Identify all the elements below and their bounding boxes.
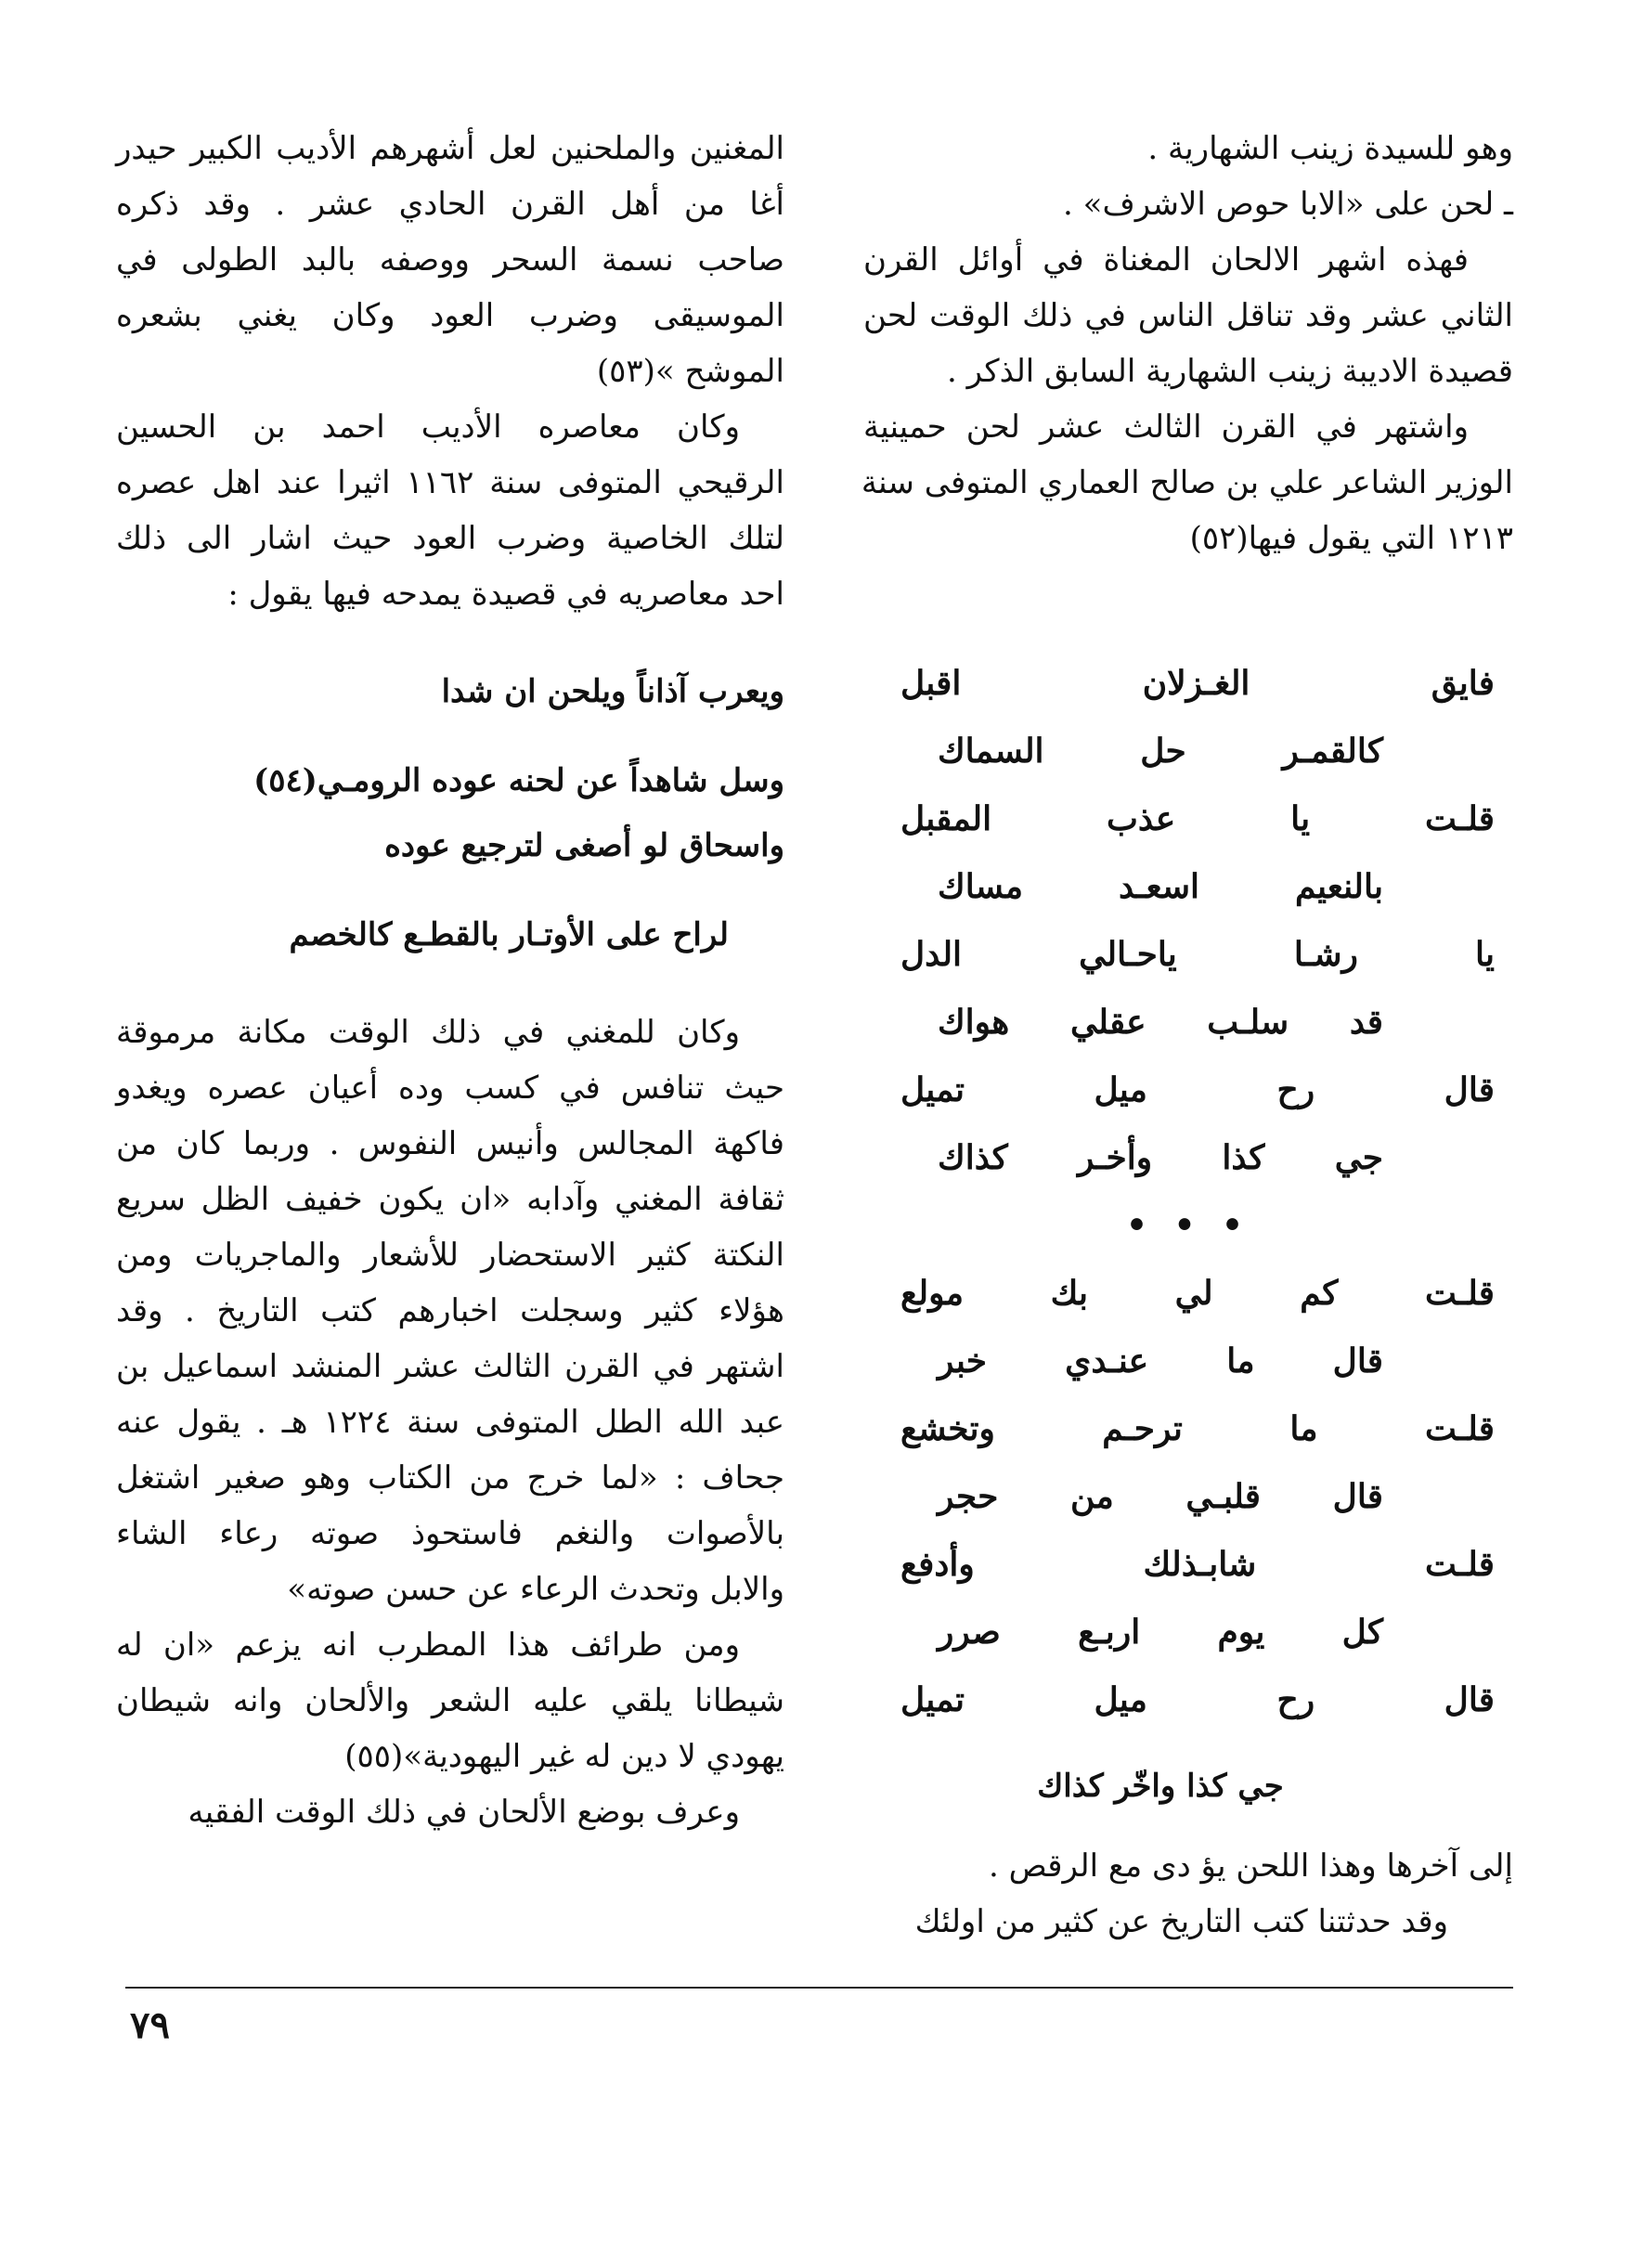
verse-line xyxy=(900,1531,1495,1599)
verse-word: قلبـي xyxy=(1185,1477,1261,1516)
verse-line xyxy=(900,1395,1495,1463)
verse-word: يوم xyxy=(1217,1613,1265,1652)
left-para3-line: هؤلاء كثير وسجلت اخبارهم كتب التاريخ . وقد xyxy=(116,1292,784,1329)
verse-word: اقبل xyxy=(900,664,962,703)
verse-word: عقلي xyxy=(1069,1003,1146,1042)
verse-word: ما xyxy=(1289,1409,1318,1448)
verse-word: قلـت xyxy=(1424,1409,1495,1448)
left-para1-line: أغا من أهل القرن الحادي عشر . وقد ذكره xyxy=(116,186,784,223)
left-para3-line: حيث تنافس في كسب وده أعيان عصره ويغدو xyxy=(116,1069,784,1107)
left-para2-line: وكان معاصره الأديب احمد بن الحسين xyxy=(116,408,740,446)
verse-word: رح xyxy=(1276,1070,1315,1109)
verse-word: عذب xyxy=(1107,799,1176,838)
verse-word: شابـذلك xyxy=(1143,1545,1257,1584)
closing-line: إلى آخرها وهذا اللحن يؤ دى مع الرقص . xyxy=(988,1847,1513,1885)
verse-end: جي كذا واخّر كذاك xyxy=(1037,1768,1284,1805)
verse-word: ترحـم xyxy=(1102,1409,1183,1448)
right-para1-line: الثاني عشر وقد تناقل الناس في ذلك الوقت لحن xyxy=(863,297,1513,334)
closing-line: وقد حدثتنا كتب التاريخ عن كثير من اولئك xyxy=(914,1903,1448,1940)
right-para2-line: ١٢١٣ التي يقول فيها(٥٢) xyxy=(1189,520,1513,557)
right-para2-line: الوزير الشاعر علي بن صالح العماري المتوفى سنة xyxy=(861,464,1513,501)
right-column xyxy=(863,121,1513,566)
left-para4-line: شيطانا يلقي عليه الشعر والألحان وانه شيطان xyxy=(116,1682,784,1719)
verse-word: الغـزلان xyxy=(1142,664,1250,703)
verse-line xyxy=(938,989,1383,1056)
right-intro-line: ـ لحن على «الابا حوص الاشرف» . xyxy=(1063,186,1513,223)
verse-line xyxy=(900,1260,1495,1328)
verse-line xyxy=(863,1192,1513,1260)
left-para3-line: جحاف : «لما خرج من الكتاب وهو صغير اشتغل xyxy=(116,1459,784,1497)
verse-line xyxy=(900,1666,1495,1734)
verse-word: اربـع xyxy=(1078,1613,1141,1652)
verse-word: بك xyxy=(1050,1274,1088,1313)
verse-word: حجر xyxy=(938,1477,999,1516)
left-para2-line: لتلك الخاصية وضرب العود حيث اشار الى ذلك xyxy=(116,520,784,557)
footer-rule xyxy=(125,1987,1513,1989)
verse-word: كالقمـر xyxy=(1282,732,1383,771)
right-para2-line: واشتهر في القرن الثالث عشر لحن حمينية xyxy=(863,408,1469,446)
verse-word: اسعـد xyxy=(1119,867,1200,906)
verse-word: يا xyxy=(1475,935,1495,974)
left-para4-line: يهودي لا دين له غير اليهودية»(٥٥) xyxy=(344,1738,784,1775)
verse-word: كل xyxy=(1341,1613,1383,1652)
left-para1-line: الموشح »(٥٣) xyxy=(596,353,784,390)
verse-word: رح xyxy=(1276,1680,1315,1719)
verse-word: لي xyxy=(1174,1274,1213,1313)
verse-block xyxy=(863,650,1513,1950)
verse-word: قد xyxy=(1349,1003,1383,1042)
verse-word: هواك xyxy=(938,1003,1010,1042)
verse-word: ما xyxy=(1226,1341,1255,1380)
verse-word: عنـدي xyxy=(1065,1341,1149,1380)
left-para3-line: ثقافة المغني وآدابه «ان يكون خفيف الظل سريع xyxy=(116,1181,784,1218)
verse-line xyxy=(938,1599,1383,1666)
verse-word: السماك xyxy=(938,732,1044,771)
verse-line xyxy=(900,921,1495,989)
verse-word: ميل xyxy=(1094,1070,1147,1109)
verse-word: رشـا xyxy=(1293,935,1358,974)
poem-line: واسحاق لو أصغى لترجيع عوده xyxy=(384,827,784,864)
verse-word: كم xyxy=(1300,1274,1339,1313)
verse-word: جي xyxy=(1334,1138,1383,1177)
page-number: ٧٩ xyxy=(130,2003,170,2047)
right-para1-line: قصيدة الاديبة زينب الشهارية السابق الذكر . xyxy=(947,353,1513,390)
verse-word: ميل xyxy=(1094,1680,1147,1719)
verse-word: قلـت xyxy=(1424,1545,1495,1584)
left-para3-line: اشتهر في القرن الثالث عشر المنشد اسماعيل بن xyxy=(116,1348,784,1385)
verse-word: المقبل xyxy=(900,799,992,838)
left-para3-line: النكتة كثير الاستحضار للأشعار والماجريات ومن xyxy=(116,1237,784,1274)
verse-word: وأخـر xyxy=(1078,1138,1153,1177)
verse-word: فايق xyxy=(1431,664,1495,703)
left-para2-line: الرقيحي المتوفى سنة ١١٦٢ اثيرا عند اهل عصره xyxy=(116,464,784,501)
left-para3-line: والابل وتحدث الرعاء عن حسن صوته» xyxy=(287,1571,784,1608)
verse-word: قال xyxy=(1332,1477,1383,1516)
left-para5-line: وعرف بوضع الألحان في ذلك الوقت الفقيه xyxy=(188,1794,740,1831)
verse-line xyxy=(938,1463,1383,1531)
verse-word: مساك xyxy=(938,867,1024,906)
verse-word: قلـت xyxy=(1424,799,1495,838)
verse-word: سلـب xyxy=(1207,1003,1289,1042)
verse-word: وتخشع xyxy=(900,1409,995,1448)
left-para4-line: ومن طرائف هذا المطرب انه يزعم «ان له xyxy=(116,1626,740,1664)
right-intro-line: وهو للسيدة زينب الشهارية . xyxy=(1147,130,1513,167)
left-para2-line: احد معاصريه في قصيدة يمدحه فيها يقول : xyxy=(227,576,784,613)
verse-list xyxy=(863,650,1513,1734)
verse-word: تميل xyxy=(900,1070,965,1109)
left-column xyxy=(116,121,784,1840)
poem-line: ويعرب آذاناً ويلحن ان شدا xyxy=(441,673,784,710)
verse-word: قلـت xyxy=(1424,1274,1495,1313)
verse-line xyxy=(900,785,1495,853)
poem-line: وسل شاهداً عن لحنه عوده الرومـي(٥٤) xyxy=(253,762,784,799)
left-para3-line: بالأصوات والنغم فاستحوذ صوته رعاء الشاء xyxy=(116,1515,784,1552)
left-para3-line: عبد الله الطل المتوفى سنة ١٢٢٤ هـ . يقول عنه xyxy=(116,1404,784,1441)
right-para1-line: فهذه اشهر الالحان المغناة في أوائل القرن xyxy=(863,241,1469,279)
left-para1-line: المغنين والملحنين لعل أشهرهم الأديب الكبير حيدر xyxy=(116,130,784,167)
verse-word: يا xyxy=(1290,799,1311,838)
verse-word: تميل xyxy=(900,1680,965,1719)
verse-line xyxy=(938,718,1383,785)
verse-word: قال xyxy=(1444,1070,1495,1109)
verse-line xyxy=(938,1124,1383,1192)
verse-word: مولع xyxy=(900,1274,965,1313)
verse-line xyxy=(938,1328,1383,1395)
left-para1-line: الموسيقى وضرب العود وكان يغني بشعره xyxy=(116,297,784,334)
verse-word: حل xyxy=(1140,732,1186,771)
verse-separator: • • • xyxy=(1125,1206,1251,1245)
left-para3-line: فاكهة المجالس وأنيس النفوس . وربما كان من xyxy=(116,1125,784,1162)
verse-line xyxy=(900,1056,1495,1124)
verse-word: ياحـالي xyxy=(1079,935,1177,974)
verse-word: بالنعيم xyxy=(1294,867,1383,906)
left-para3-line: وكان للمغني في ذلك الوقت مكانة مرموقة xyxy=(116,1014,740,1051)
verse-line xyxy=(900,650,1495,718)
verse-word: وأدفع xyxy=(900,1545,975,1584)
left-para1-line: صاحب نسمة السحر ووصفه بالبد الطولى في xyxy=(116,241,784,279)
verse-word: صرر xyxy=(938,1613,1001,1652)
verse-line xyxy=(938,853,1383,921)
poem-line: لراح على الأوتـار بالقطـع كالخصم xyxy=(289,916,729,953)
verse-word: خبر xyxy=(938,1341,987,1380)
verse-word: قال xyxy=(1444,1680,1495,1719)
verse-word: كذا xyxy=(1222,1138,1265,1177)
verse-word: كذاك xyxy=(938,1138,1008,1177)
verse-word: من xyxy=(1070,1477,1114,1516)
verse-word: قال xyxy=(1332,1341,1383,1380)
verse-word: الدل xyxy=(900,935,963,974)
